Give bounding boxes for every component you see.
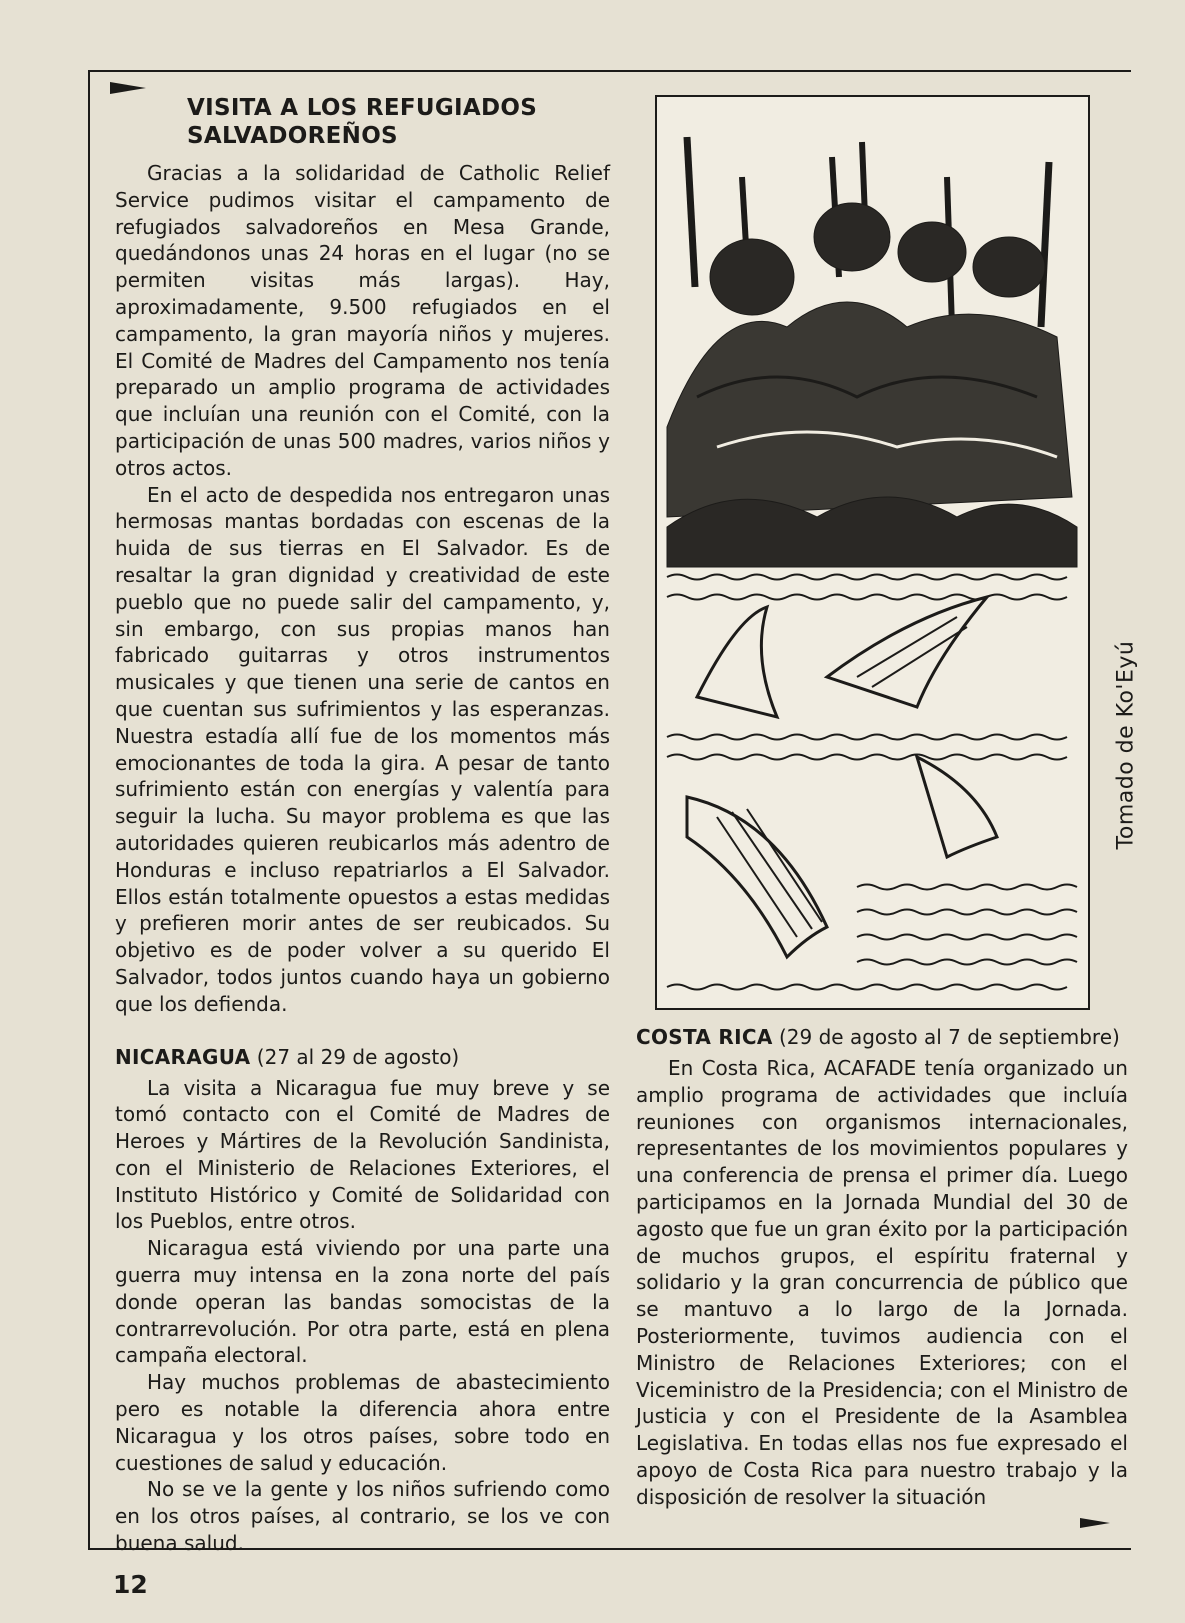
nicaragua-paragraph: No se ve la gente y los niños sufriendo como en los otros países, al contrario, se los ve con buena salud.: [115, 1477, 610, 1556]
nicaragua-paragraph: Hay muchos problemas de abastecimiento pero es notable la diferencia ahora entre Nicaragua y los otros países, sobre todo en cuestiones de salud y educación.: [115, 1370, 610, 1475]
refugees-paragraph: En el acto de despedida nos entregaron unas hermosas mantas bordadas con escenas de la huida de sus tierras en El Salvador. Es de resaltar la gran dignidad y creatividad de este pueblo que no puede salir del campamento, y, sin embargo, con sus propias manos han fabricado guitarras y otros instrumentos musicales y que tienen una serie de cantos en que cuentan sus sufrimientos y las esperanzas. Nuestra estadía allí fue de los momentos más emocionantes de toda la gira. A pesar de tanto sufrimiento están con energías y valentía para seguir la lucha. Su mayor problema es que las autoridades quieren reubicarlos más adentro de Honduras e incluso repatriarlos a El Salvador. Ellos están totalmente opuestos a estas medidas y prefieren morir antes de ser reubicados. Su objetivo es de poder volver a su querido El Salvador, todos juntos cuando haya un gobierno que los defienda.: [115, 482, 610, 1016]
costa-rica-paragraph: En Costa Rica, ACAFADE tenía organizado un amplio programa de actividades que incluía reuniones con organismos internacionales, representantes de los movimientos populares y una conferencia de prensa el primer día. Luego participamos en la Jornada Mundial del 30 de agosto que fue un gran éxito por la participación de muchos grupos, el espíritu fraternal y solidario y la gran concurrencia de público que se mantuvo a lo largo de la Jornada. Posteriormente, tuvimos audiencia con el Ministro de Relaciones Exteriores; con el Viceministro de la Presidencia; con el Ministro de Justicia y con el Presidente de la Asamblea Legislativa. En todas ellas nos fue expresado el apoyo de Costa Rica para nuestro trabajo y la disposición de resolver la situación: [636, 1056, 1128, 1509]
illustration-drawing: [657, 97, 1088, 1008]
illustration-credit: Tomado de Ko'Eyú: [1113, 640, 1139, 850]
right-column: [636, 1024, 1128, 1511]
arrow-marker-bottom: [1080, 1518, 1110, 1528]
article-title: [187, 94, 610, 150]
woodcut-illustration: [655, 95, 1090, 1010]
nicaragua-heading-label: NICARAGUA: [115, 1044, 251, 1069]
article-title-line-1: VISITA A LOS REFUGIADOS: [187, 95, 538, 121]
costa-rica-heading: [636, 1024, 1128, 1051]
nicaragua-heading: [115, 1044, 610, 1071]
left-column: [115, 88, 610, 1557]
nicaragua-paragraph: La visita a Nicaragua fue muy breve y se tomó contacto con el Comité de Madres de Heroes y Mártires de la Revolución Sandinista, con el Ministerio de Relaciones Exteriores, el Instituto Histórico y Comité de Solidaridad con los Pueblos, entre otros.: [115, 1075, 610, 1234]
page-number: 12: [113, 1570, 148, 1599]
article-title-line-2: SALVADOREÑOS: [187, 123, 398, 149]
nicaragua-dates: (27 al 29 de agosto): [256, 1044, 460, 1069]
refugees-paragraph: Gracias a la solidaridad de Catholic Relief Service pudimos visitar el campamento de refugiados salvadoreños en Mesa Grande, quedándonos unas 24 horas en el lugar (no se permiten visitas más largas). Hay, aproximadamente, 9.500 refugiados en el campamento, la gran mayoría niños y mujeres. El Comité de Madres del Campamento nos tenía preparado un amplio programa de actividades que incluían una reunión con el Comité, con la participación de unas 500 madres, varios niños y otros actos.: [115, 161, 610, 480]
costa-rica-dates: (29 de agosto al 7 de septiembre): [778, 1025, 1120, 1049]
nicaragua-paragraph: Nicaragua está viviendo por una parte una guerra muy intensa en la zona norte del país donde operan las bandas somocistas de la contrarrevolución. Por otra parte, está en plena campaña electoral.: [115, 1236, 610, 1368]
costa-rica-heading-label: COSTA RICA: [636, 1025, 773, 1049]
